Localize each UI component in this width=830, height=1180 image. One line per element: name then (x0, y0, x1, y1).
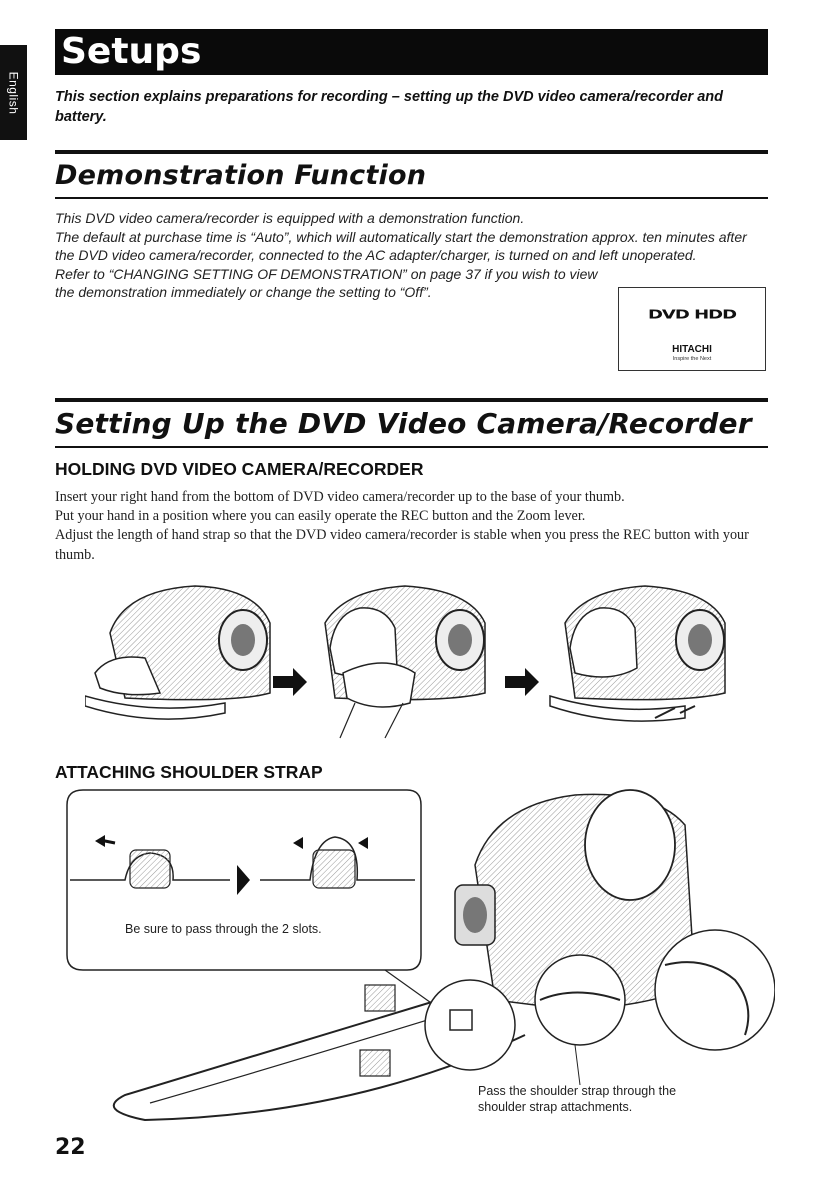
arrow-right-icon (273, 668, 307, 696)
brand-tagline: Inspire the Next (672, 356, 712, 362)
demo-line: This DVD video camera/recorder is equipped with a demonstration function. (55, 210, 525, 226)
camera-step-3 (550, 586, 725, 721)
strap-attach-caption: Pass the shoulder strap through the shoulder strap attachments. (478, 1084, 677, 1114)
intro-text: This section explains preparations for recording – setting up the DVD video camera/recorder and battery. (55, 89, 723, 125)
section-rule-bottom (55, 446, 768, 448)
brand-name: HITACHI (672, 344, 712, 355)
section-rule-bottom (55, 197, 768, 199)
camera-step-2 (325, 586, 485, 738)
language-tab (0, 45, 27, 140)
language-tab-label: English (6, 71, 21, 114)
holding-line: Insert your right hand from the bottom of DVD video camera/recorder up to the base of your thumb. (55, 489, 625, 505)
demo-line: The default at purchase time is “Auto”, which will automatically start the demonstration approx. ten minutes after the DVD video camera/recorder, connected to the AC adapter/charger, is turned on and left unoperated. (55, 228, 747, 264)
page-number: 22 (55, 1135, 86, 1160)
demo-section-title: Demonstration Function (55, 160, 427, 191)
setup-section-title: Setting Up the DVD Video Camera/Recorder (55, 407, 752, 440)
zoom-detail-3 (655, 930, 775, 1050)
demo-line: Refer to “CHANGING SETTING OF DEMONSTRATION” on page 37 if you wish to view the demonstration immediately or change the setting to “Off”. (55, 265, 598, 301)
holding-line: Put your hand in a position where you can easily operate the REC button and the Zoom lever. (55, 508, 586, 525)
holding-heading: HOLDING DVD VIDEO CAMERA/RECORDER (55, 459, 424, 479)
holding-illustration (85, 578, 775, 748)
strap-heading: ATTACHING SHOULDER STRAP (55, 762, 323, 782)
zoom-detail-2 (535, 955, 625, 1045)
slots-caption: Be sure to pass through the 2 slots. (125, 922, 322, 936)
dvd-hdd-logo (618, 287, 766, 371)
arrow-right-icon (505, 668, 539, 696)
dvd-hdd-mark: DVD HDD (647, 307, 737, 322)
holding-body (55, 488, 770, 565)
page-title: Setups (55, 29, 768, 75)
holding-line: Adjust the length of hand strap so that the DVD video camera/recorder is stable when you press the REC button with your thumb. (55, 527, 749, 563)
strap-illustration (55, 785, 775, 1125)
section-rule-top (55, 150, 768, 154)
camera-step-1 (85, 586, 270, 719)
section-rule-top (55, 398, 768, 402)
